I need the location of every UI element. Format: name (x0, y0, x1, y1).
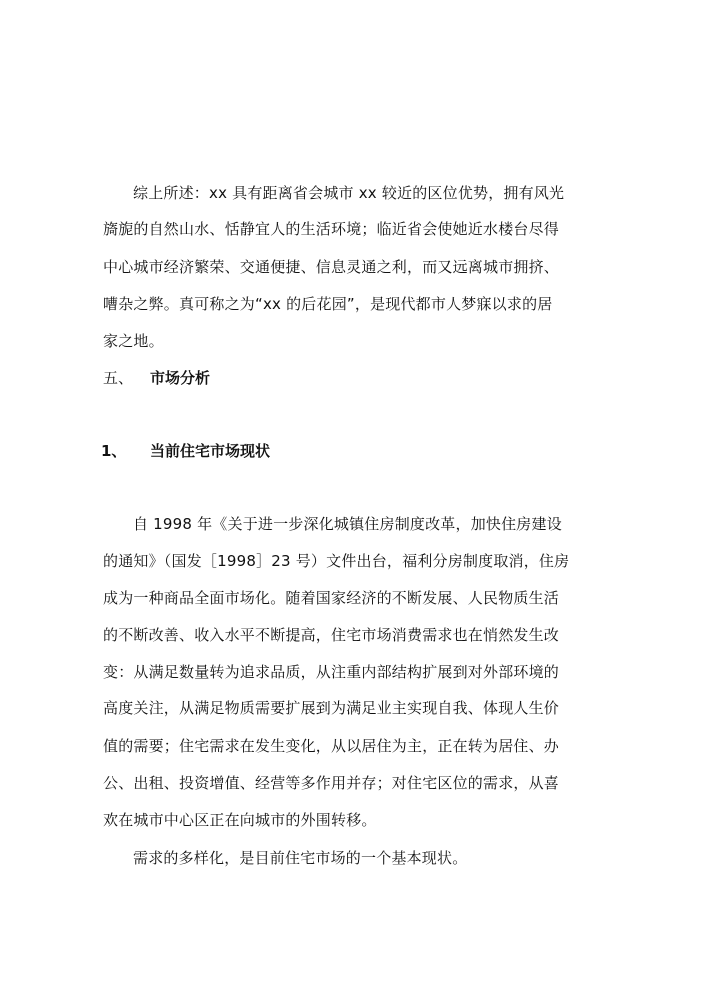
paragraph-line: 的通知》（国发［1998］23 号）文件出台，福利分房制度取消，住房 (103, 552, 570, 570)
paragraph-line: 值的需要；住宅需求在发生变化，从以居住为主，正在转为居住、办 (103, 737, 560, 755)
section-number: 五、 (103, 369, 134, 387)
paragraph-line: 变：从满足数量转为追求品质，从注重内部结构扩展到对外部环境的 (103, 663, 560, 681)
paragraph-line: 综上所述：xx 具有距离省会城市 xx 较近的区位优势，拥有风光 (133, 184, 565, 202)
subsection-title: 当前住宅市场现状 (150, 442, 271, 460)
paragraph-line: 欢在城市中心区正在向城市的外围转移。 (103, 811, 377, 829)
paragraph-line: 公、出租、投资增值、经营等多作用并存；对住宅区位的需求，从喜 (103, 774, 560, 792)
paragraph-line: 高度关注，从满足物质需要扩展到为满足业主实现自我、体现人生价 (103, 699, 560, 717)
subsection-number: 1、 (101, 442, 127, 460)
paragraph-line: 旖旎的自然山水、恬静宜人的生活环境；临近省会使她近水楼台尽得 (103, 220, 560, 238)
paragraph-line: 嘈杂之弊。真可称之为“xx 的后花园”，是现代都市人梦寐以求的居 (103, 295, 553, 313)
paragraph-line: 成为一种商品全面市场化。随着国家经济的不断发展、人民物质生活 (103, 589, 560, 607)
paragraph-line: 需求的多样化，是目前住宅市场的一个基本现状。 (133, 849, 468, 867)
paragraph-line: 中心城市经济繁荣、交通便捷、信息灵通之利，而又远离城市拥挤、 (103, 258, 560, 276)
paragraph-line: 自 1998 年《关于进一步深化城镇住房制度改革，加快住房建设 (133, 515, 562, 533)
paragraph-line: 的不断改善、收入水平不断提高，住宅市场消费需求也在悄然发生改 (103, 626, 560, 644)
paragraph-line: 家之地。 (103, 332, 164, 350)
section-title: 市场分析 (150, 369, 211, 387)
